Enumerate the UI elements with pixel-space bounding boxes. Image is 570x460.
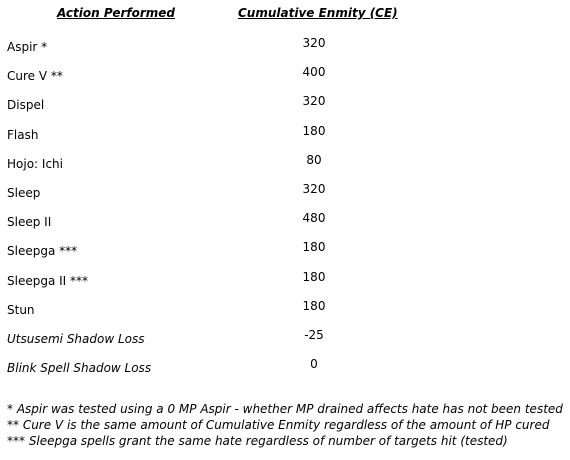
table-row	[0, 211, 570, 240]
table-row	[0, 65, 570, 94]
action-cell: Aspir *	[7, 40, 48, 54]
ce-cell: 180	[302, 298, 326, 313]
table-row	[0, 94, 570, 123]
header-action-performed: Action Performed	[57, 6, 175, 20]
action-cell: Sleep	[7, 185, 41, 200]
table-row	[0, 182, 570, 211]
action-cell: Sleepga ***	[7, 244, 78, 259]
table-row	[0, 357, 570, 386]
ce-cell: 320	[302, 94, 326, 109]
header-cumulative-enmity: Cumulative Enmity (CE)	[238, 6, 398, 20]
action-cell: Utsusemi Shadow Loss	[7, 331, 145, 346]
table-row	[0, 299, 570, 328]
ce-cell: 480	[302, 211, 326, 226]
enmity-table	[0, 36, 570, 386]
footnote-sleepga: *** Sleepga spells grant the same hate regardless of number of targets hit (tested)	[7, 434, 508, 448]
action-cell: Dispel	[7, 98, 45, 113]
action-cell: Stun	[7, 302, 35, 317]
table-row	[0, 270, 570, 299]
action-cell: Flash	[7, 127, 39, 142]
ce-cell: 320	[302, 36, 326, 50]
ce-cell: 320	[302, 181, 326, 196]
ce-cell: 180	[302, 269, 326, 284]
action-cell: Sleepga II ***	[7, 273, 89, 288]
ce-cell: 180	[302, 240, 326, 255]
table-row	[0, 240, 570, 269]
action-cell: Cure V **	[7, 69, 63, 84]
ce-cell: 180	[302, 123, 326, 138]
table-row	[0, 153, 570, 182]
table-row	[0, 328, 570, 357]
action-cell: Sleep II	[7, 215, 52, 230]
ce-cell: -25	[304, 327, 324, 342]
ce-cell: 80	[306, 152, 322, 167]
footnotes	[7, 401, 567, 449]
ce-cell: 400	[302, 65, 326, 80]
footnote-cure-v: ** Cure V is the same amount of Cumulative Enmity regardless of the amount of HP cured	[7, 418, 550, 432]
action-cell: Blink Spell Shadow Loss	[7, 361, 152, 376]
table-header	[0, 6, 570, 24]
table-row	[0, 124, 570, 153]
footnote-aspir: * Aspir was tested using a 0 MP Aspir - whether MP drained affects hate has not been tested	[7, 402, 563, 416]
table-row	[0, 36, 570, 65]
ce-cell: 0	[310, 357, 318, 372]
action-cell: Hojo: Ichi	[7, 156, 63, 171]
